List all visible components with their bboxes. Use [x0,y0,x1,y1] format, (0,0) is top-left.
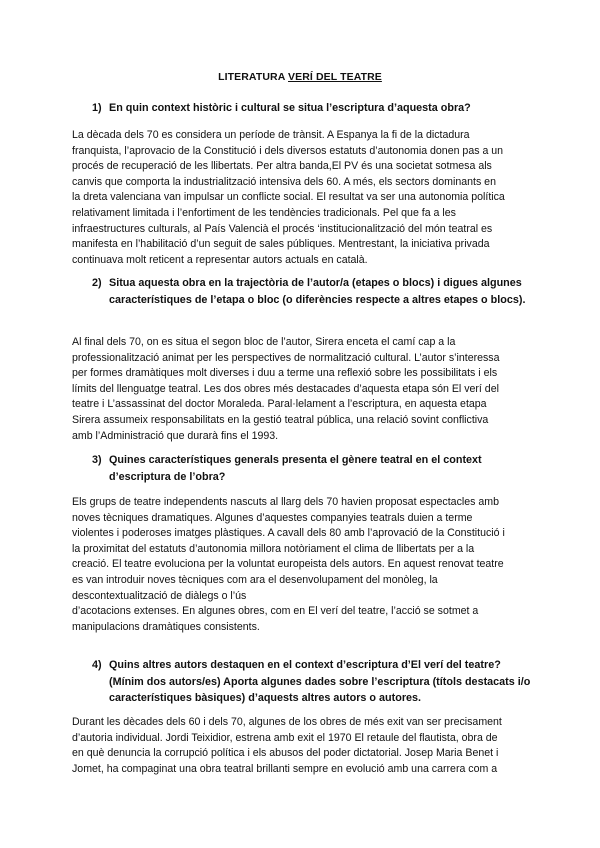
answer-line: d’acotacions extenses. En algunes obres, com en El verí del teatre, l’acció se sotmet a [72,605,479,618]
question-text: Quines característiques generals presenta el gènere teatral en el context d’escriptura de l’obra? [109,454,482,483]
answer-line: relativament limitada i l’enfortiment de les tendències tradicionals. Pel que fa a les [72,206,456,219]
question-3 [92,452,532,485]
answer-line: professionalització animat per les perspectives de normalització cultural. L’autor s’interessa [72,351,500,364]
question-number: 3) [92,454,102,466]
question-4 [92,657,532,707]
answer-line: Els grups de teatre independents nascuts al llarg dels 70 havien proposat espectacles amb [72,496,499,508]
answer-line: infraestructures culturals, al País Valencià el procés ‘institucionalització del món teatral es [72,222,493,235]
answer-line: d’autoria individual. Jordi Teixidior, estrena amb exit el 1970 El retaule del flautista, obra de [72,731,498,744]
answer-line: es van introduir noves tècniques com ara el desenvolupament del monòleg, la [72,573,438,586]
answer-line: noves tècniques dramatiques. Algunes d’aquestes companyies teatrals duien a terme [72,511,473,524]
answer-line: canvis que comporta la industrialització intensiva dels 60. A més, els sectors dominants en [72,175,496,188]
question-number: 1) [92,102,102,114]
question-text: En quin context històric i cultural se situa l’escriptura d’aquesta obra? [109,102,471,114]
answer-line: la proximitat del estatuts d’autonomia millora notòriament el clima de llibertats per a la [72,542,475,555]
answer-3 [72,495,534,635]
answer-line: Durant les dècades dels 60 i dels 70, algunes de los obres de més exit van ser precisament [72,716,502,728]
answer-line: Jomet, ha compaginat una obra teatral brillanti sempre en evolució amb una carrera com a [72,762,498,775]
answer-line: límits del llenguatge teatral. Les dos obres més destacades d’aquesta etapa són El verí del [72,382,499,395]
answer-line: procés de recuperació de les llibertats. Per altra banda,El PV és una societat sotmesa als [72,160,492,173]
answer-line: La dècada dels 70 es considera un període de trànsit. A Espanya la fi de la dictadura [72,129,470,141]
answer-line: manipulacions dramàtiques consistents. [72,620,260,633]
answer-line: manifesta en l’habilitació d’un seguit de sales públiques. Mentrestant, la iniciativa privada [72,238,490,251]
answer-line: en què denuncia la corrupció política i els abusos del poder dictatorial. Josep Maria Benet i [72,747,499,760]
question-number: 4) [92,659,102,671]
answer-line: Sirera assumeix responsabilitats en la gestió teatral pública, una relació sovint conflictiva [72,413,489,426]
question-text: Situa aquesta obra en la trajectòria de l’autor/a (etapes o blocs) i digues algunes característiques de l’etapa o bloc (o diferències respecte a altres etapes o blocs). [109,277,526,306]
answer-line: teatre i L’assassinat del doctor Moraleda. Paral·lelament a l’escriptura, en aquesta etapa [72,398,487,411]
document-title [0,71,600,83]
answer-line: creació. El teatre evoluciona per la voluntat europeista dels autors. En aquest renovat teatre [72,558,504,571]
answer-line: per formes dramàtiques molt diverses i duu a terme una reflexió sobre les possibilitats i els [72,367,498,380]
answer-line: continuava molt reticent a representar autors actuals en català. [72,253,368,266]
question-text: Quins altres autors destaquen en el context d’escriptura d’El verí del teatre? (Mínim dos autors/es) Aporta algunes dades sobre l’escriptura (títols destacats i/o característiques bàsiques) d’aquests altres autors o autores. [109,659,531,704]
answer-2 [72,335,534,444]
question-2 [92,275,532,308]
answer-line: violentes i poderoses imatges plàstiques. A cavall dels 80 amb l’aprovació de la Constitució i [72,527,505,540]
title-prefix: LITERATURA [218,71,289,83]
question-number: 2) [92,277,102,289]
answer-1 [72,128,534,268]
answer-4 [72,715,534,777]
answer-line: la dreta valenciana van impulsar un conflicte social. El resultat va ser una autonomia política [72,191,505,204]
title-underlined: VERÍ DEL TEATRE [288,71,382,83]
answer-line: Al final dels 70, on es situa el segon bloc de l’autor, Sirera enceta el camí cap a la [72,336,456,348]
answer-line: amb l’Administració que durarà fins el 1993. [72,429,279,442]
question-1 [92,100,532,117]
answer-line: franquista, l’aprovacio de la Constitució i dels diversos estatuts d’autonomia donen pas a un [72,144,504,157]
answer-line: descontextualització de diàlegs o l’ús [72,589,247,602]
